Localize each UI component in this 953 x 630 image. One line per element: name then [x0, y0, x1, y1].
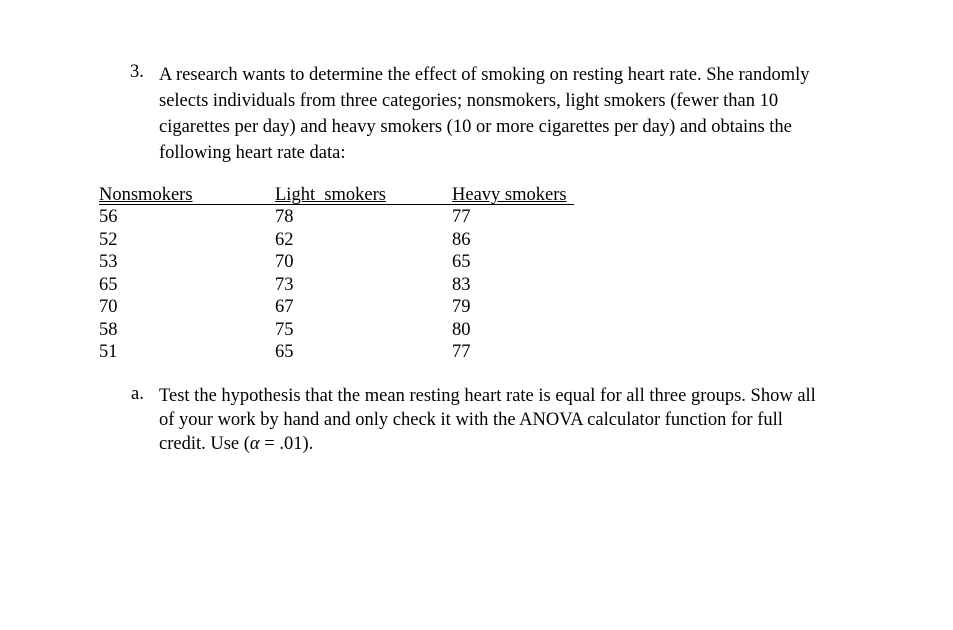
subpart-line [159, 432, 870, 456]
table-cell: 65 [99, 274, 118, 295]
subpart-a [130, 384, 870, 456]
problem-line: cigarettes per day) and heavy smokers (10 or more cigarettes per day) and obtains the [159, 117, 792, 137]
table-cell: 79 [452, 297, 471, 317]
table-cell: 78 [275, 207, 294, 227]
problem-line: selects individuals from three categories; nonsmokers, light smokers (fewer than 10 [159, 91, 779, 111]
column-nonsmokers [99, 184, 193, 364]
problem-3 [130, 62, 870, 166]
problem-line: A research wants to determine the effect of smoking on resting heart rate. She randomly [159, 65, 810, 85]
table-cell: 80 [452, 319, 471, 340]
subpart-statement [159, 384, 870, 456]
table-cell: 62 [275, 229, 294, 250]
table-cell: 75 [275, 319, 294, 340]
table-cell: 51 [99, 342, 118, 362]
alpha-symbol: α [249, 434, 260, 454]
problem-line: following heart rate data: [159, 143, 346, 163]
table-cell: 58 [99, 319, 118, 340]
table-cell: 77 [452, 207, 471, 227]
column-light-smokers [275, 184, 386, 364]
table-cell: 52 [99, 229, 118, 250]
table-cell: 86 [452, 229, 471, 250]
table-cell: 73 [275, 274, 294, 295]
table-cell: 67 [275, 297, 294, 317]
problem-statement [159, 62, 870, 166]
table-cell: 65 [452, 252, 471, 272]
table-cell: 53 [99, 252, 118, 272]
table-cell: 65 [275, 342, 294, 362]
problem-number: 3. [130, 62, 144, 82]
table-cell: 70 [99, 297, 118, 317]
table-cell: 77 [452, 342, 471, 362]
subpart-line: Test the hypothesis that the mean resting heart rate is equal for all three groups. Show all [159, 386, 816, 406]
table-cell: 70 [275, 252, 294, 272]
table-cell: 56 [99, 207, 118, 227]
subpart-letter: a. [131, 384, 144, 404]
column-header: Heavy smokers [452, 185, 567, 205]
subpart-line-suffix: = .01). [259, 434, 314, 454]
table-cell: 83 [452, 274, 471, 295]
subpart-line-prefix: credit. Use ( [159, 434, 250, 454]
subpart-line: of your work by hand and only check it with the ANOVA calculator function for full [159, 410, 783, 430]
column-header: Nonsmokers [99, 185, 193, 205]
column-heavy-smokers [452, 184, 567, 364]
column-header: Light smokers [275, 185, 386, 205]
